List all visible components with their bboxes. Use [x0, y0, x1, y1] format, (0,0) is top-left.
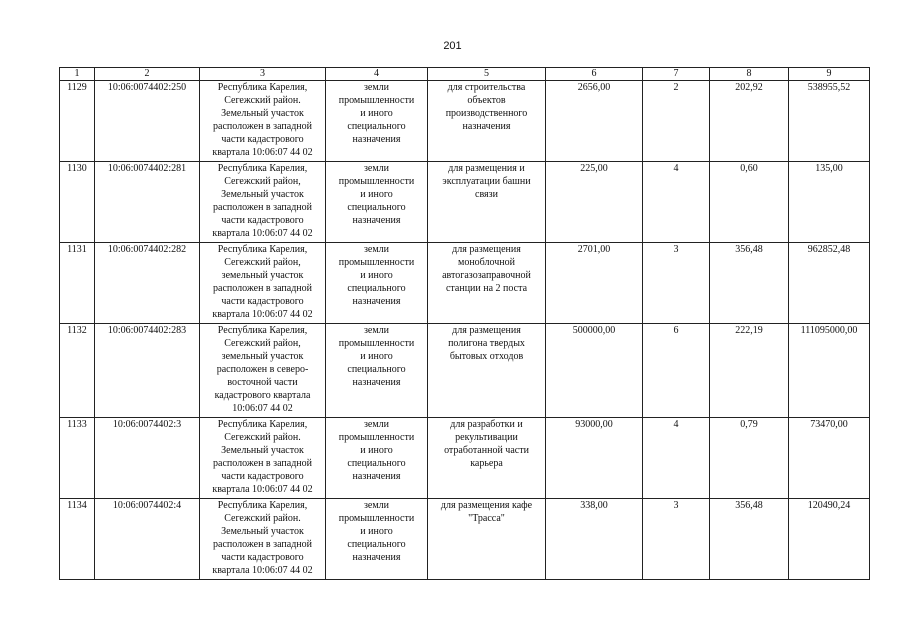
group-cell: 4: [643, 162, 710, 243]
location-cell-line: части кадастрового: [221, 134, 304, 145]
location-cell-line: части кадастрового: [221, 296, 304, 307]
location-cell-line: Сегежский район,: [224, 338, 301, 349]
land-category-cell-line: и иного: [360, 108, 393, 119]
location-cell-line: части кадастрового: [221, 471, 304, 482]
table-row: [60, 243, 870, 324]
rate-cell: 222,19: [710, 324, 789, 418]
location-cell-line: квартала 10:06:07 44 02: [212, 484, 313, 495]
row-number-cell: 1131: [60, 243, 95, 324]
area-cell: 93000,00: [546, 418, 643, 499]
land-category-cell-line: назначения: [352, 552, 401, 563]
permitted-use-cell: [428, 162, 546, 243]
permitted-use-cell-line: "Трасса": [468, 513, 505, 524]
group-cell: 3: [643, 499, 710, 580]
permitted-use-cell-line: производственного: [445, 108, 528, 119]
location-cell-line: Республика Карелия,: [217, 500, 308, 511]
location-cell-line: Земельный участок: [221, 108, 304, 119]
permitted-use-cell: [428, 499, 546, 580]
land-category-cell-line: земли: [363, 325, 390, 336]
table-row: [60, 324, 870, 418]
permitted-use-cell-line: связи: [475, 189, 498, 200]
permitted-use-cell-line: для строительства: [447, 82, 526, 93]
land-category-cell-line: промышленности: [338, 338, 415, 349]
area-cell: 2656,00: [546, 81, 643, 162]
table-body: [60, 81, 870, 580]
land-category-cell-line: назначения: [352, 377, 401, 388]
cadastral-value-cell: 962852,48: [789, 243, 870, 324]
permitted-use-cell-line: для размещения: [452, 244, 521, 255]
header-cell: 6: [546, 68, 643, 81]
permitted-use-cell-line: станции на 2 поста: [445, 283, 528, 294]
cadastral-value-cell: 120490,24: [789, 499, 870, 580]
location-cell: [200, 81, 326, 162]
permitted-use-cell-line: рекультивации: [455, 432, 518, 443]
land-category-cell: [326, 81, 428, 162]
header-cell: 2: [95, 68, 200, 81]
area-cell: 500000,00: [546, 324, 643, 418]
location-cell-line: расположен в северо-: [216, 364, 309, 375]
row-number-cell: 1129: [60, 81, 95, 162]
permitted-use-cell-line: карьера: [470, 458, 503, 469]
location-cell: [200, 324, 326, 418]
cadastral-number-cell: 10:06:0074402:250: [95, 81, 200, 162]
location-cell-line: земельный участок: [221, 351, 304, 362]
land-category-cell: [326, 324, 428, 418]
permitted-use-cell-line: для размещения кафе: [440, 500, 533, 511]
cadastral-number-cell: 10:06:0074402:281: [95, 162, 200, 243]
permitted-use-cell-line: полигона твердых: [448, 338, 525, 349]
permitted-use-cell-line: назначения: [462, 121, 511, 132]
land-category-cell-line: назначения: [352, 471, 401, 482]
land-category-cell-line: и иного: [360, 189, 393, 200]
row-number-cell: 1133: [60, 418, 95, 499]
row-number-cell: 1134: [60, 499, 95, 580]
land-category-cell: [326, 499, 428, 580]
location-cell-line: Республика Карелия,: [217, 244, 308, 255]
land-category-cell: [326, 243, 428, 324]
land-category-cell: [326, 162, 428, 243]
header-cell: 1: [60, 68, 95, 81]
land-category-cell-line: промышленности: [338, 176, 415, 187]
land-category-cell-line: земли: [363, 419, 390, 430]
land-category-cell-line: промышленности: [338, 513, 415, 524]
location-cell-line: расположен в западной: [213, 283, 312, 294]
location-cell-line: Земельный участок: [221, 445, 304, 456]
land-category-cell-line: земли: [363, 500, 390, 511]
land-category-cell: [326, 418, 428, 499]
header-cell: 5: [428, 68, 546, 81]
location-cell-line: расположен в западной: [213, 539, 312, 550]
location-cell-line: части кадастрового: [221, 215, 304, 226]
location-cell-line: восточной части: [227, 377, 298, 388]
location-cell-line: расположен в западной: [213, 458, 312, 469]
land-category-cell-line: назначения: [352, 296, 401, 307]
cadastral-number-cell: 10:06:0074402:283: [95, 324, 200, 418]
rate-cell: 202,92: [710, 81, 789, 162]
location-cell: [200, 162, 326, 243]
area-cell: 225,00: [546, 162, 643, 243]
group-cell: 6: [643, 324, 710, 418]
table-row: [60, 418, 870, 499]
location-cell-line: Сегежский район.: [224, 432, 301, 443]
cadastral-value-cell: 73470,00: [789, 418, 870, 499]
location-cell-line: кадастрового квартала: [214, 390, 311, 401]
permitted-use-cell-line: отработанной части: [444, 445, 529, 456]
land-category-cell-line: промышленности: [338, 432, 415, 443]
land-category-cell-line: земли: [363, 82, 390, 93]
cadastral-number-cell: 10:06:0074402:3: [95, 418, 200, 499]
location-cell-line: Сегежский район.: [224, 95, 301, 106]
land-category-cell-line: промышленности: [338, 257, 415, 268]
location-cell-line: Земельный участок: [221, 526, 304, 537]
table-row: [60, 499, 870, 580]
land-category-cell-line: и иного: [360, 526, 393, 537]
land-category-cell-line: назначения: [352, 215, 401, 226]
land-category-cell-line: назначения: [352, 134, 401, 145]
header-cell: 4: [326, 68, 428, 81]
land-category-cell-line: земли: [363, 163, 390, 174]
header-cell: 7: [643, 68, 710, 81]
location-cell-line: Республика Карелия,: [217, 163, 308, 174]
cadastral-number-cell: 10:06:0074402:4: [95, 499, 200, 580]
land-category-cell-line: специального: [347, 364, 406, 375]
cadastral-number-cell: 10:06:0074402:282: [95, 243, 200, 324]
location-cell-line: Сегежский район.: [224, 513, 301, 524]
location-cell-line: расположен в западной: [213, 121, 312, 132]
header-row: [60, 68, 870, 81]
location-cell: [200, 418, 326, 499]
land-category-cell-line: земли: [363, 244, 390, 255]
area-cell: 2701,00: [546, 243, 643, 324]
permitted-use-cell-line: моноблочной: [458, 257, 515, 268]
group-cell: 4: [643, 418, 710, 499]
location-cell: [200, 499, 326, 580]
group-cell: 2: [643, 81, 710, 162]
location-cell-line: Республика Карелия,: [217, 82, 308, 93]
permitted-use-cell: [428, 243, 546, 324]
location-cell-line: Сегежский район,: [224, 176, 301, 187]
permitted-use-cell-line: объектов: [467, 95, 506, 106]
location-cell-line: Сегежский район,: [224, 257, 301, 268]
land-category-cell-line: специального: [347, 283, 406, 294]
table-row: [60, 81, 870, 162]
land-category-cell-line: и иного: [360, 351, 393, 362]
land-category-cell-line: и иного: [360, 270, 393, 281]
group-cell: 3: [643, 243, 710, 324]
permitted-use-cell-line: для размещения: [452, 325, 521, 336]
location-cell-line: части кадастрового: [221, 552, 304, 563]
rate-cell: 0,60: [710, 162, 789, 243]
land-category-cell-line: специального: [347, 539, 406, 550]
land-category-cell-line: специального: [347, 458, 406, 469]
permitted-use-cell: [428, 418, 546, 499]
location-cell-line: квартала 10:06:07 44 02: [212, 565, 313, 576]
land-category-cell-line: специального: [347, 121, 406, 132]
location-cell-line: земельный участок: [221, 270, 304, 281]
location-cell-line: 10:06:07 44 02: [232, 403, 293, 414]
cadastral-value-cell: 111095000,00: [789, 324, 870, 418]
location-cell-line: расположен в западной: [213, 202, 312, 213]
location-cell-line: квартала 10:06:07 44 02: [212, 147, 313, 158]
table-row: [60, 162, 870, 243]
permitted-use-cell: [428, 324, 546, 418]
row-number-cell: 1132: [60, 324, 95, 418]
permitted-use-cell-line: для размещения и: [448, 163, 525, 174]
header-cell: 8: [710, 68, 789, 81]
permitted-use-cell-line: для разработки и: [450, 419, 523, 430]
cadastral-value-cell: 135,00: [789, 162, 870, 243]
land-plots-table: [59, 67, 870, 580]
location-cell-line: квартала 10:06:07 44 02: [212, 228, 313, 239]
land-category-cell-line: промышленности: [338, 95, 415, 106]
location-cell-line: квартала 10:06:07 44 02: [212, 309, 313, 320]
rate-cell: 356,48: [710, 499, 789, 580]
permitted-use-cell: [428, 81, 546, 162]
location-cell-line: Земельный участок: [221, 189, 304, 200]
rate-cell: 0,79: [710, 418, 789, 499]
location-cell-line: Республика Карелия,: [217, 325, 308, 336]
row-number-cell: 1130: [60, 162, 95, 243]
land-category-cell-line: и иного: [360, 445, 393, 456]
header-cell: 3: [200, 68, 326, 81]
rate-cell: 356,48: [710, 243, 789, 324]
header-cell: 9: [789, 68, 870, 81]
area-cell: 338,00: [546, 499, 643, 580]
land-category-cell-line: специального: [347, 202, 406, 213]
location-cell-line: Республика Карелия,: [217, 419, 308, 430]
page-number: 201: [443, 40, 462, 52]
permitted-use-cell-line: эксплуатации башни: [442, 176, 531, 187]
permitted-use-cell-line: бытовых отходов: [449, 351, 524, 362]
location-cell: [200, 243, 326, 324]
permitted-use-cell-line: автогазозаправочной: [442, 270, 531, 281]
cadastral-value-cell: 538955,52: [789, 81, 870, 162]
